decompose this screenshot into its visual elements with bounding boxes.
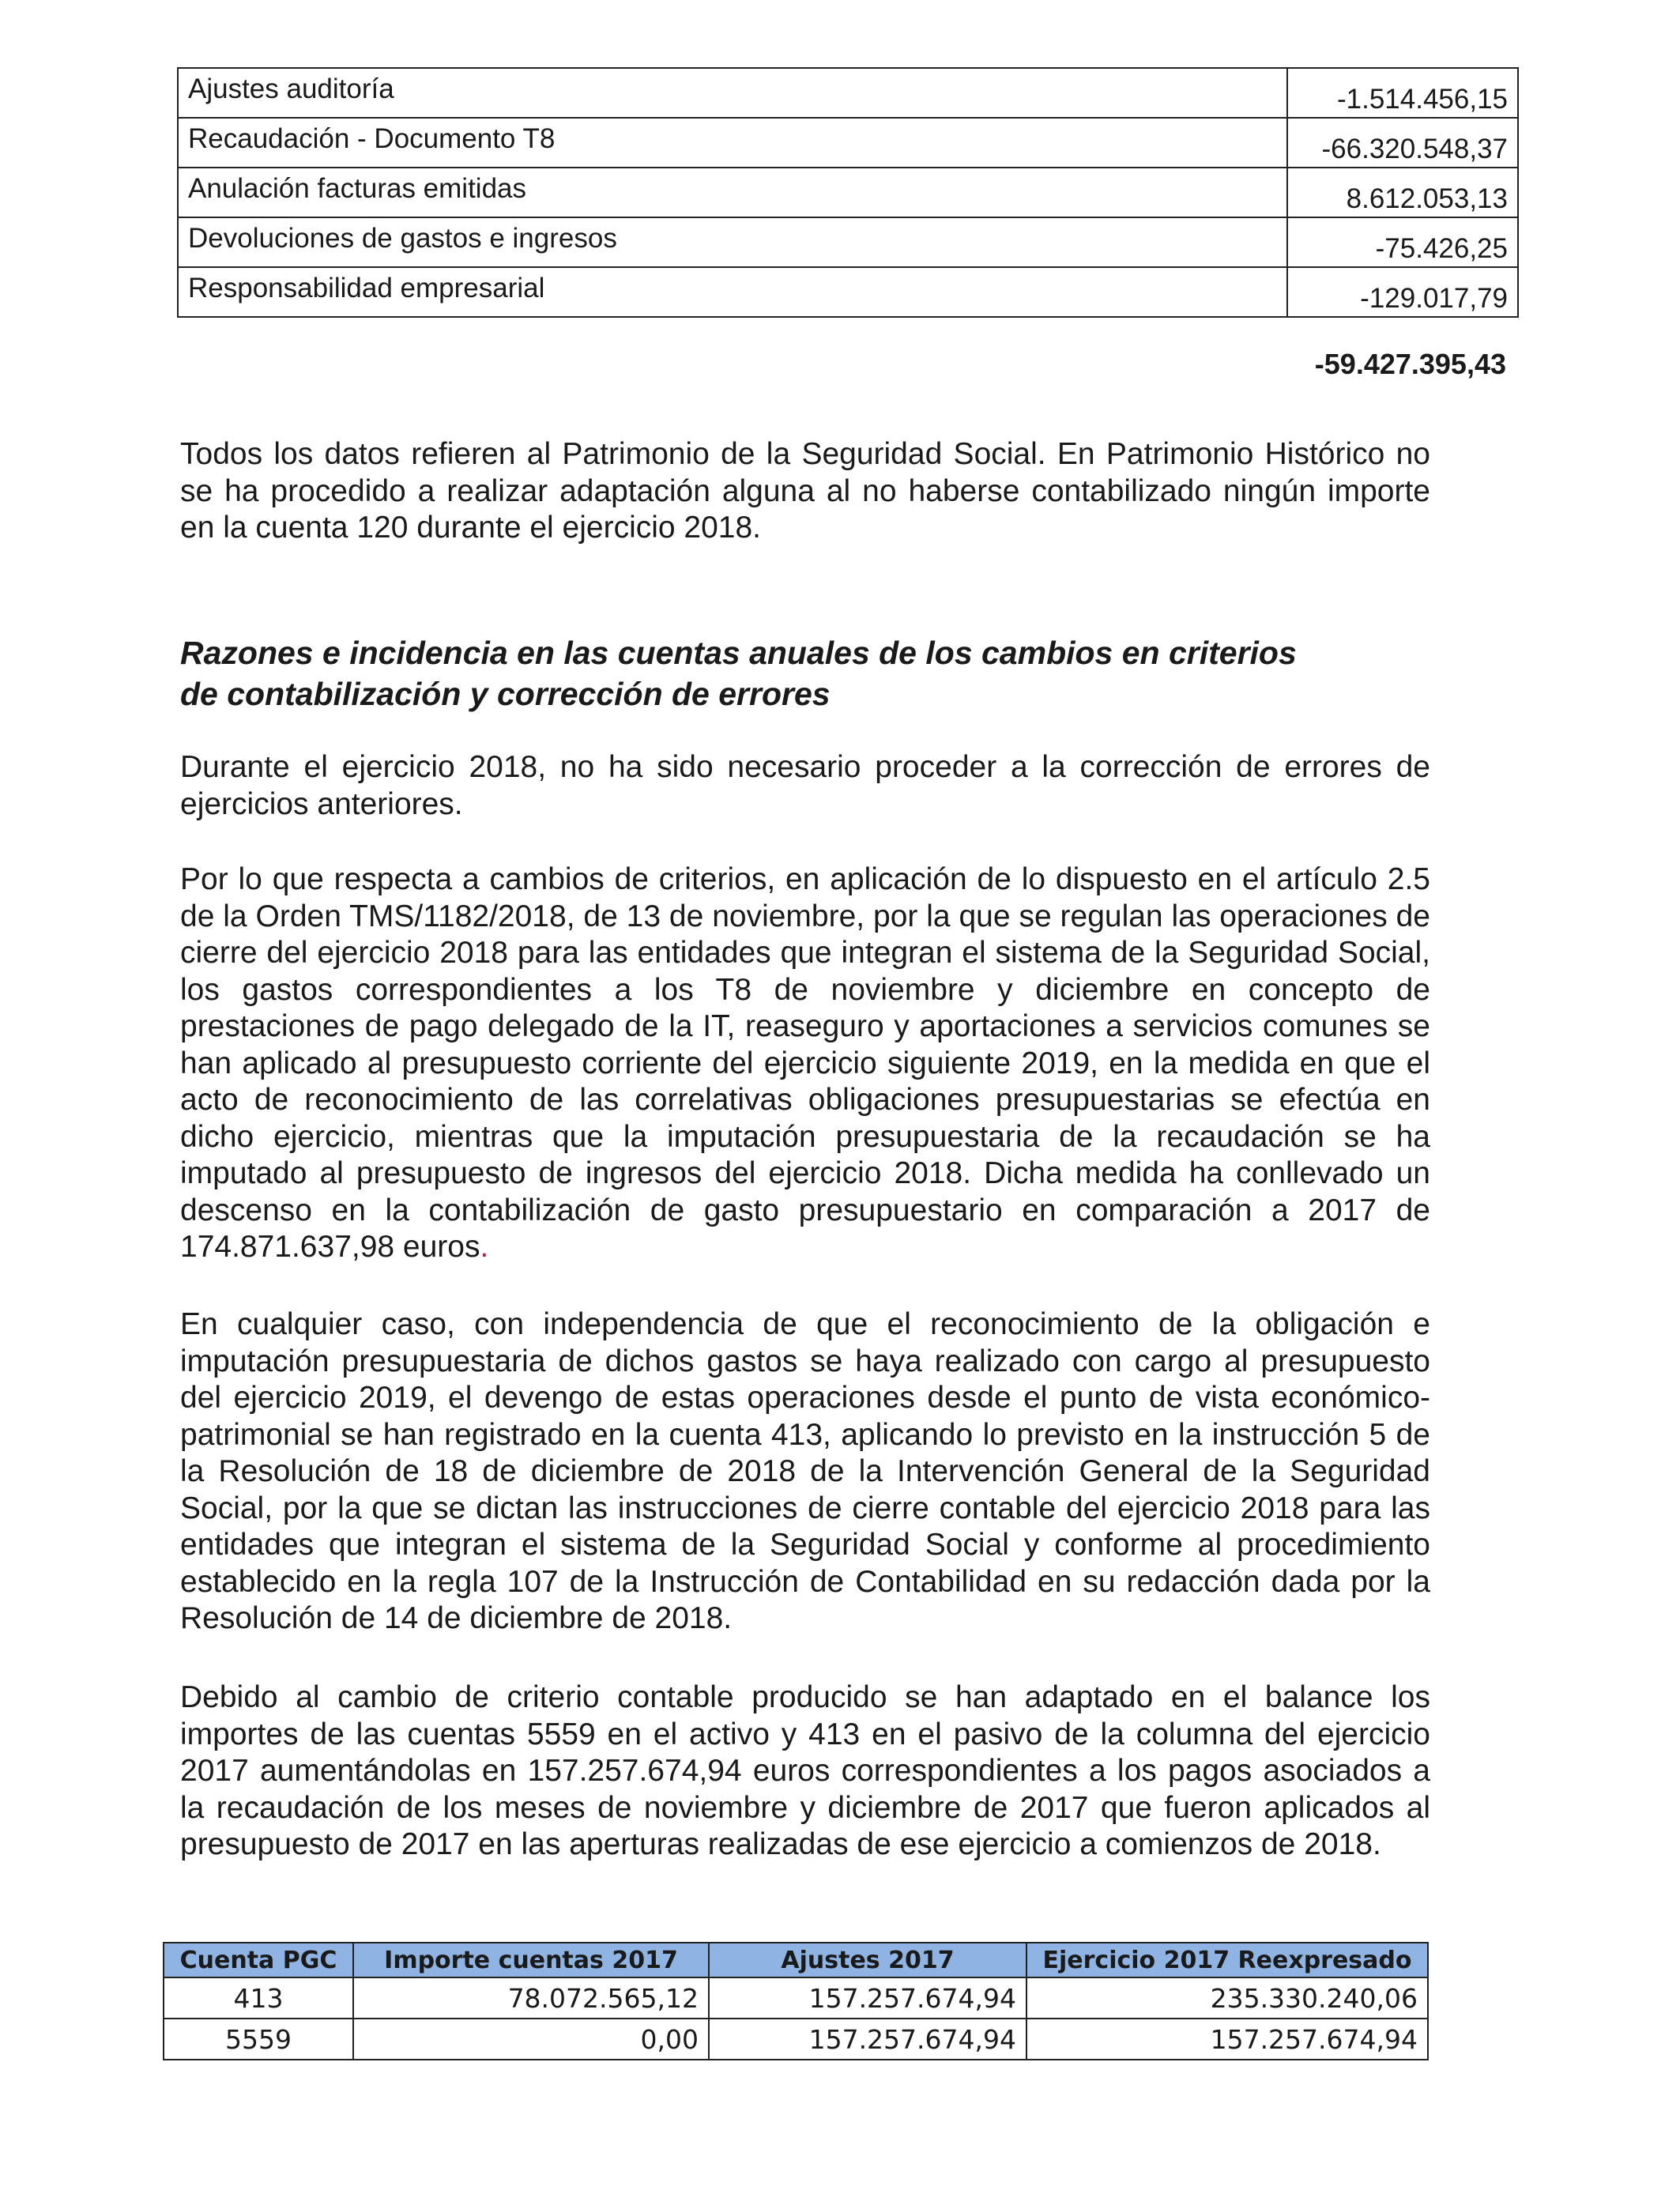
red-period: . (480, 1230, 489, 1264)
paragraph-devengo: En cualquier caso, con independencia de que el reconocimiento de la obligación e imputación presupuestaria de dichos gastos se haya realizado con cargo al presupuesto del ejercicio 2019, el devengo de estas operaciones desde el punto de vista económico-patrimonial se han registrado en la cuenta 413, aplicando lo previsto en la instrucción 5 de la Resolución de 18 de diciembre de 2018 de la Intervención General de la Seguridad Social, por la que se dictan las instrucciones de cierre contable del ejercicio 2018 para las entidades que integran el sistema de la Seguridad Social y conforme al procedimiento establecido en la regla 107 de la Instrucción de Contabilidad en su redacción dada por la Resolución de 14 de diciembre de 2018. (180, 1307, 1430, 1635)
section-heading (180, 632, 1445, 714)
paragraph-errores: Durante el ejercicio 2018, no ha sido necesario proceder a la corrección de errores de ejercicios anteriores. (180, 750, 1430, 821)
pgc-table (163, 1942, 1429, 2060)
row-value: -1.514.456,15 (1287, 68, 1518, 118)
heading-line-2: de contabilización y corrección de errores (180, 676, 831, 712)
paragraph-cambios-criterios (180, 861, 1430, 1266)
cell-cuenta: 5559 (164, 2019, 353, 2060)
header-cuenta: Cuenta PGC (164, 1943, 353, 1977)
table-row (164, 2019, 1428, 2060)
heading-line-1: Razones e incidencia en las cuentas anuales de los cambios en criterios (180, 635, 1297, 671)
header-importe: Importe cuentas 2017 (353, 1943, 709, 1977)
adjustments-total: -59.427.395,43 (1314, 348, 1506, 380)
header-reexpresado: Ejercicio 2017 Reexpresado (1026, 1943, 1428, 1977)
cell-importe: 78.072.565,12 (353, 1977, 709, 2019)
table-row (178, 267, 1518, 317)
row-label: Anulación facturas emitidas (178, 168, 1287, 217)
cell-cuenta: 413 (164, 1977, 353, 2019)
paragraph-ajuste-balance: Debido al cambio de criterio contable producido se han adaptado en el balance los importes de las cuentas 5559 en el activo y 413 en el pasivo de la columna del ejercicio 2017 aumentándolas en 157.257.674,94 euros correspondientes a los pagos asociados a la recaudación de los meses de noviembre y diciembre de 2017 que fueron aplicados al presupuesto de 2017 en las aperturas realizadas de ese ejercicio a comienzos de 2018. (180, 1680, 1430, 1861)
table-row (178, 168, 1518, 217)
table-row (178, 118, 1518, 168)
row-value: 8.612.053,13 (1287, 168, 1518, 217)
table-row (164, 1977, 1428, 2019)
cell-ajustes: 157.257.674,94 (709, 1977, 1026, 2019)
row-value: -75.426,25 (1287, 217, 1518, 267)
table-header-row (164, 1943, 1428, 1977)
table-row (178, 217, 1518, 267)
row-label: Recaudación - Documento T8 (178, 118, 1287, 168)
cell-reexpresado: 235.330.240,06 (1026, 1977, 1428, 2019)
cell-ajustes: 157.257.674,94 (709, 2019, 1026, 2060)
row-label: Responsabilidad empresarial (178, 267, 1287, 317)
header-ajustes: Ajustes 2017 (709, 1943, 1026, 1977)
row-value: -66.320.548,37 (1287, 118, 1518, 168)
row-label: Ajustes auditoría (178, 68, 1287, 118)
cell-importe: 0,00 (353, 2019, 709, 2060)
adjustments-table (177, 67, 1519, 318)
row-label: Devoluciones de gastos e ingresos (178, 217, 1287, 267)
paragraph-text: Por lo que respecta a cambios de criterios, en aplicación de lo dispuesto en el artículo 2.5 de la Orden TMS/1182/2018, de 13 de noviembre, por la que se regulan las operaciones de cierre del ejercicio 2018 para las entidades que integran el sistema de la Seguridad Social, los gastos correspondientes a los T8 de noviembre y diciembre en concepto de prestaciones de pago delegado de la IT, reaseguro y aportaciones a servicios comunes se han aplicado al presupuesto corriente del ejercicio siguiente 2019, en la medida en que el acto de reconocimiento de las correlativas obligaciones presupuestarias se efectúa en dicho ejercicio, mientras que la imputación presupuestaria de la recaudación se ha imputado al presupuesto de ingresos del ejercicio 2018. Dicha medida ha conllevado un descenso en la contabilización de gasto presupuestario en comparación a 2017 de 174.871.637,98 euros (180, 862, 1430, 1264)
cell-reexpresado: 157.257.674,94 (1026, 2019, 1428, 2060)
paragraph-patrimonio: Todos los datos refieren al Patrimonio de la Seguridad Social. En Patrimonio Histórico no se ha procedido a realizar adaptación alguna al no haberse contabilizado ningún importe en la cuenta 120 durante el ejercicio 2018. (180, 437, 1430, 545)
table-row (178, 68, 1518, 118)
row-value: -129.017,79 (1287, 267, 1518, 317)
